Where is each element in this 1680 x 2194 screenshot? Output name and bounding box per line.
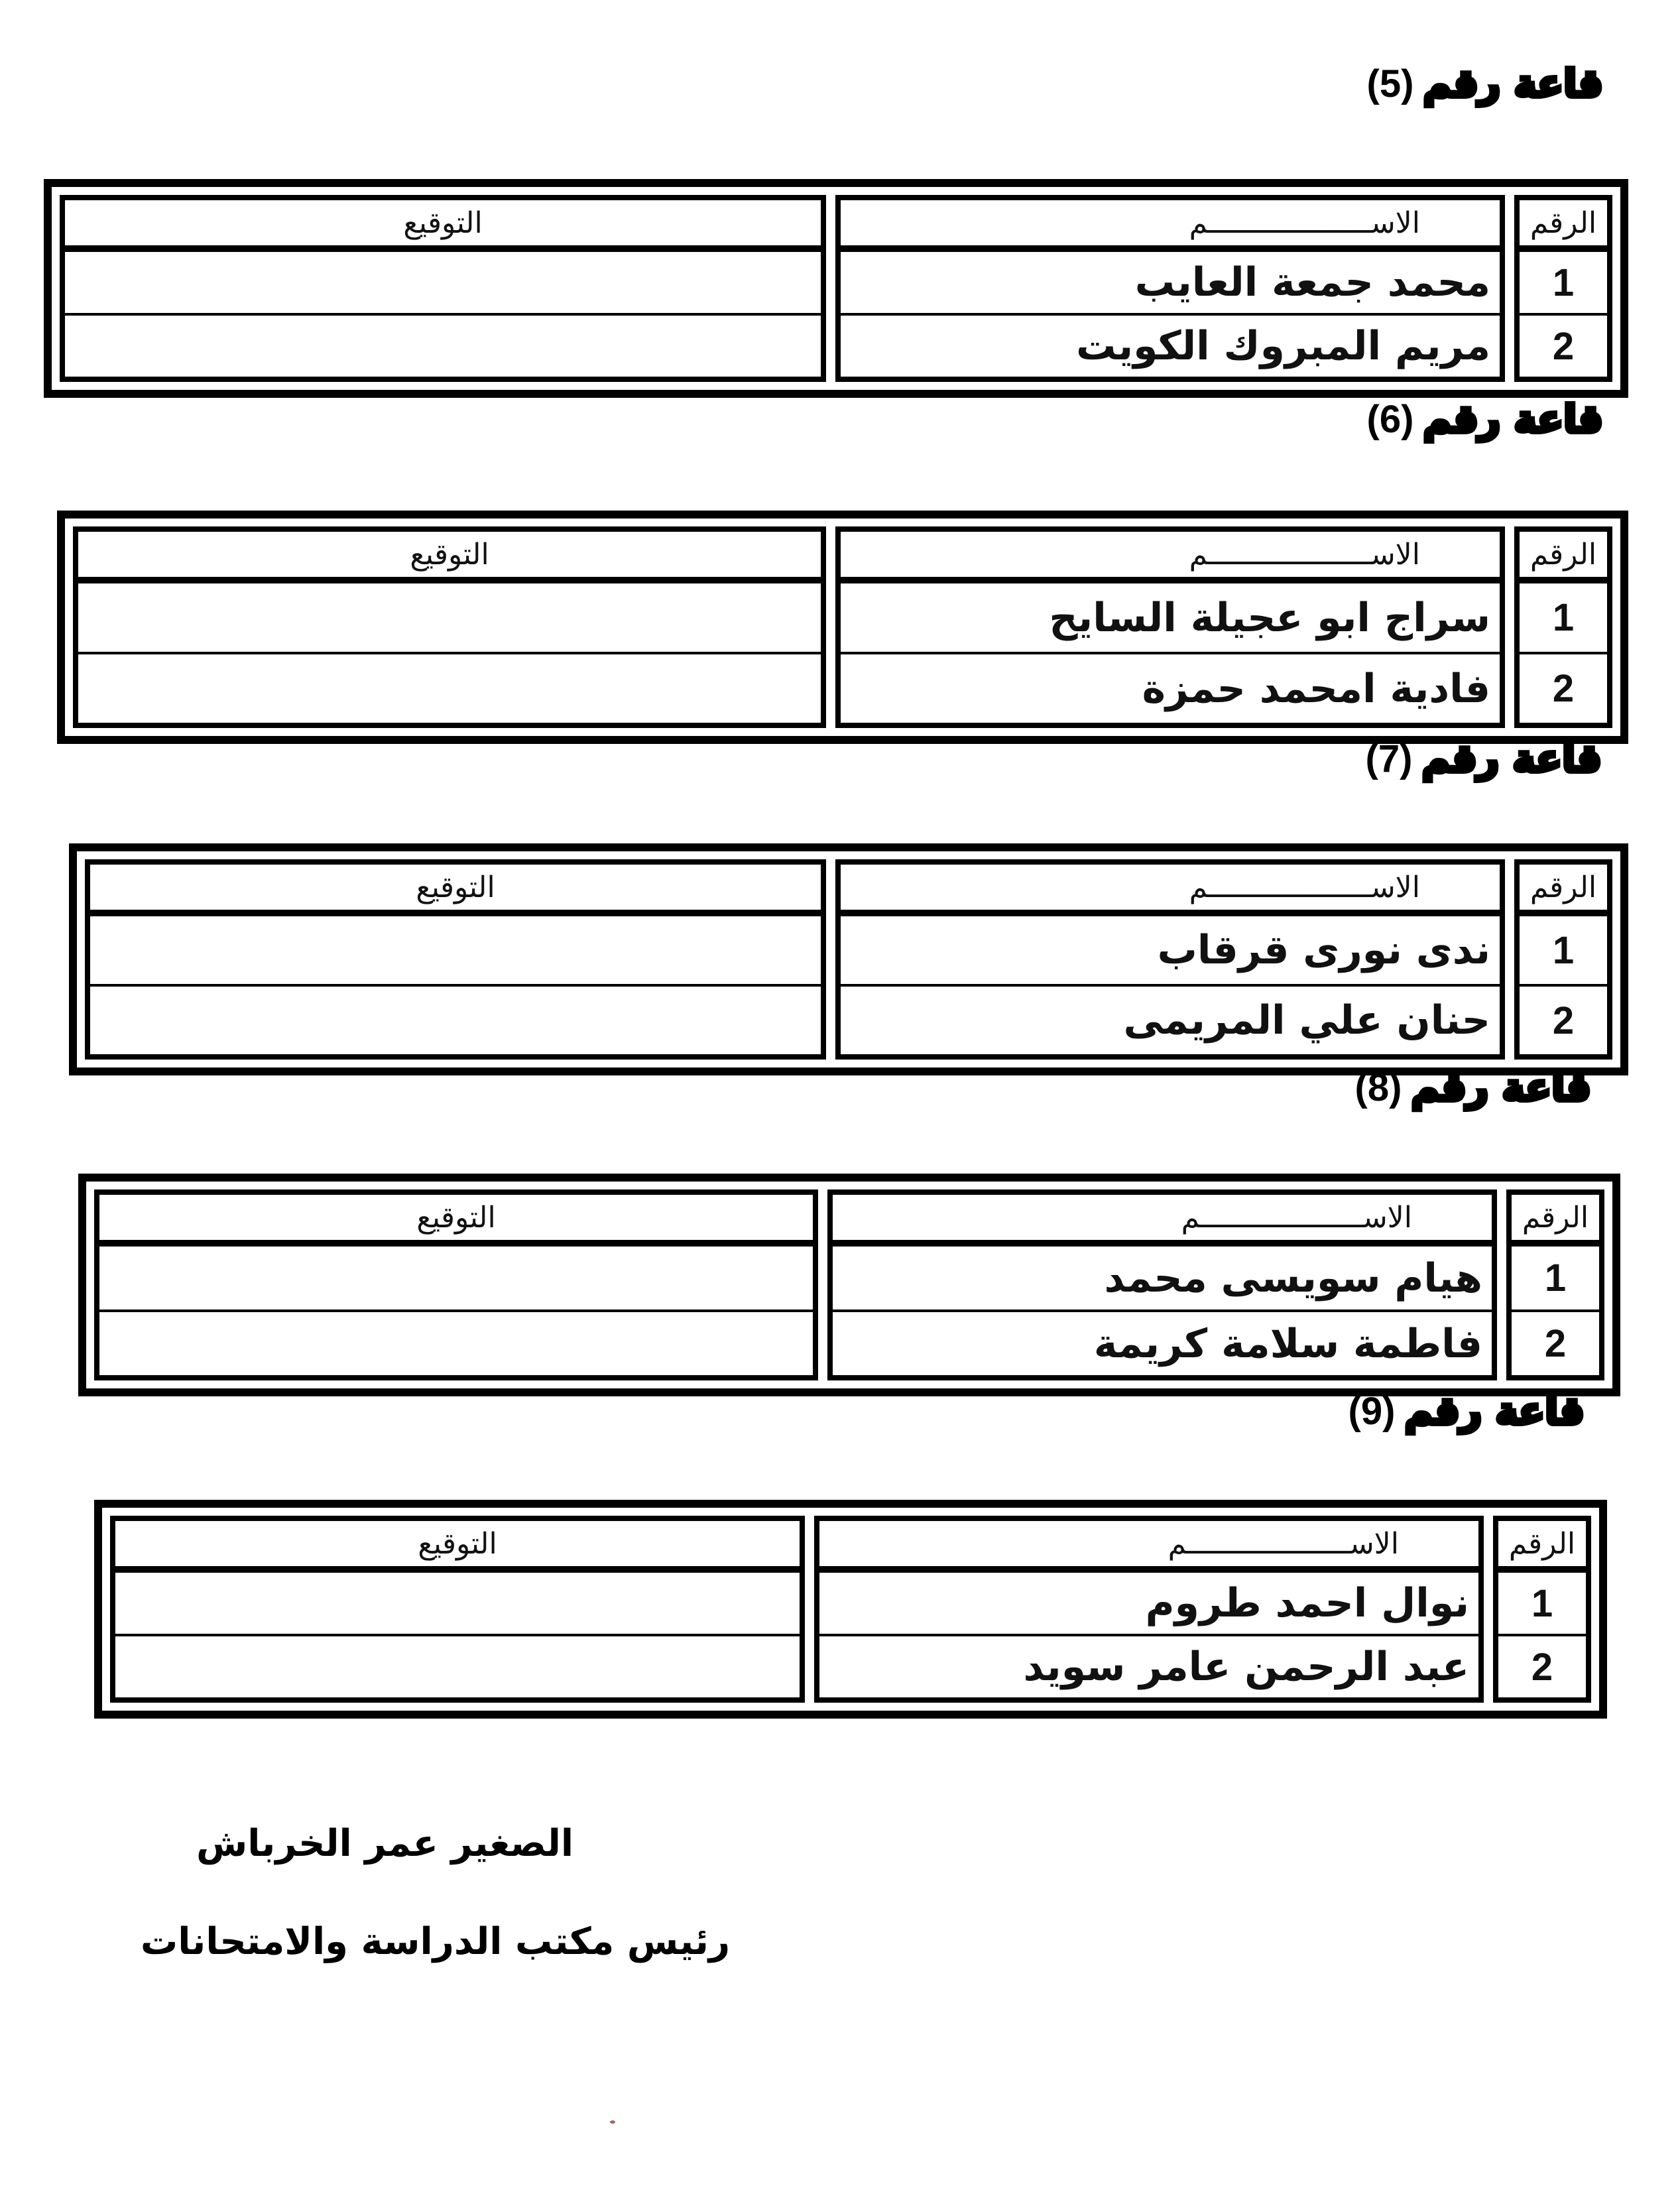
name-column <box>835 526 1505 728</box>
number-header: الرقم <box>1498 1521 1586 1573</box>
hall-6-number: (6) <box>1366 398 1414 441</box>
row-name: فاطمة سلامة كريمة <box>1093 1320 1482 1367</box>
number-column <box>1514 859 1612 1060</box>
signature-column <box>110 1516 805 1703</box>
name-header: الاســـــــــــــــــــم <box>841 532 1500 583</box>
signature-header: التوقيع <box>78 532 821 583</box>
row-name: ندى نورى قرقاب <box>841 916 1500 987</box>
signatory-title: رئيس مكتب الدراسة والامتحانات <box>141 1920 731 1963</box>
hall-9-number: (9) <box>1348 1390 1396 1433</box>
name-column <box>814 1516 1484 1703</box>
row-number: 1 <box>1498 1573 1586 1636</box>
number-header: الرقم <box>1520 532 1607 583</box>
signature-column <box>73 526 826 728</box>
hall-6-label: قاعة رقم <box>1423 396 1603 442</box>
signature-cell <box>90 916 821 987</box>
row-number: 2 <box>1552 999 1575 1042</box>
signature-cell <box>99 1312 813 1375</box>
hall-9-label: قاعة رقم <box>1404 1388 1585 1433</box>
name-header: الاســـــــــــــــــــم <box>841 865 1500 916</box>
row-number: 2 <box>1552 324 1575 368</box>
row-number: 1 <box>1520 916 1607 987</box>
signature-column <box>94 1189 818 1380</box>
hall-8-title <box>1354 1065 1591 1110</box>
name-column <box>835 859 1505 1060</box>
hall-8-label: قاعة رقم <box>1411 1065 1591 1110</box>
row-name: حنان علي المريمى <box>1123 997 1490 1044</box>
signature-cell <box>65 316 821 377</box>
row-number: 2 <box>1544 1322 1567 1365</box>
signature-cell <box>99 1247 813 1312</box>
hall-5-table <box>44 179 1628 398</box>
row-number: 1 <box>1520 252 1607 316</box>
row-name: عبد الرحمن عامر سويد <box>1023 1644 1469 1690</box>
number-header: الرقم <box>1520 200 1607 252</box>
signature-cell <box>78 654 821 723</box>
signature-header: التوقيع <box>99 1195 813 1247</box>
paper-speck <box>610 2120 615 2124</box>
signature-header: التوقيع <box>65 200 821 252</box>
hall-5-number: (5) <box>1366 62 1414 105</box>
hall-5-label: قاعة رقم <box>1423 61 1603 106</box>
name-header: الاســـــــــــــــــــم <box>841 200 1500 252</box>
signatory-name: الصغير عمر الخرباش <box>196 1822 574 1865</box>
signature-column <box>60 195 826 382</box>
signature-cell <box>90 987 821 1054</box>
hall-9-title <box>1348 1388 1585 1433</box>
row-name: نوال احمد طروم <box>819 1573 1478 1636</box>
signature-cell <box>78 583 821 654</box>
number-column <box>1514 526 1612 728</box>
signature-cell <box>115 1636 800 1697</box>
hall-7-title <box>1365 736 1602 781</box>
hall-8-number: (8) <box>1354 1066 1402 1109</box>
name-column <box>827 1189 1497 1380</box>
row-number: 2 <box>1531 1645 1553 1689</box>
name-header: الاســـــــــــــــــــم <box>819 1521 1478 1573</box>
hall-6-title <box>1366 396 1603 442</box>
number-header: الرقم <box>1520 865 1607 916</box>
signature-cell <box>65 252 821 316</box>
number-column <box>1506 1189 1604 1380</box>
row-number: 1 <box>1512 1247 1599 1312</box>
signature-header: التوقيع <box>90 865 821 916</box>
signature-column <box>85 859 826 1060</box>
number-column <box>1493 1516 1591 1703</box>
hall-5-title <box>1366 61 1603 106</box>
hall-9-table <box>94 1500 1607 1719</box>
signature-cell <box>115 1573 800 1636</box>
number-header: الرقم <box>1512 1195 1599 1247</box>
number-column <box>1514 195 1612 382</box>
hall-7-table <box>69 843 1628 1075</box>
hall-7-number: (7) <box>1365 737 1413 780</box>
hall-8-table <box>78 1174 1620 1396</box>
hall-7-label: قاعة رقم <box>1421 736 1602 781</box>
row-number: 1 <box>1520 583 1607 654</box>
row-number: 2 <box>1552 667 1575 710</box>
name-header: الاســـــــــــــــــــم <box>833 1195 1492 1247</box>
hall-6-table <box>57 511 1628 744</box>
signature-header: التوقيع <box>115 1521 800 1573</box>
row-name: محمد جمعة العايب <box>841 252 1500 316</box>
row-name: فادية امحمد حمزة <box>1142 665 1490 712</box>
row-name: مريم المبروك الكويت <box>1076 323 1490 369</box>
row-name: هيام سويسى محمد <box>833 1247 1492 1312</box>
name-column <box>835 195 1505 382</box>
row-name: سراج ابو عجيلة السايح <box>841 583 1500 654</box>
